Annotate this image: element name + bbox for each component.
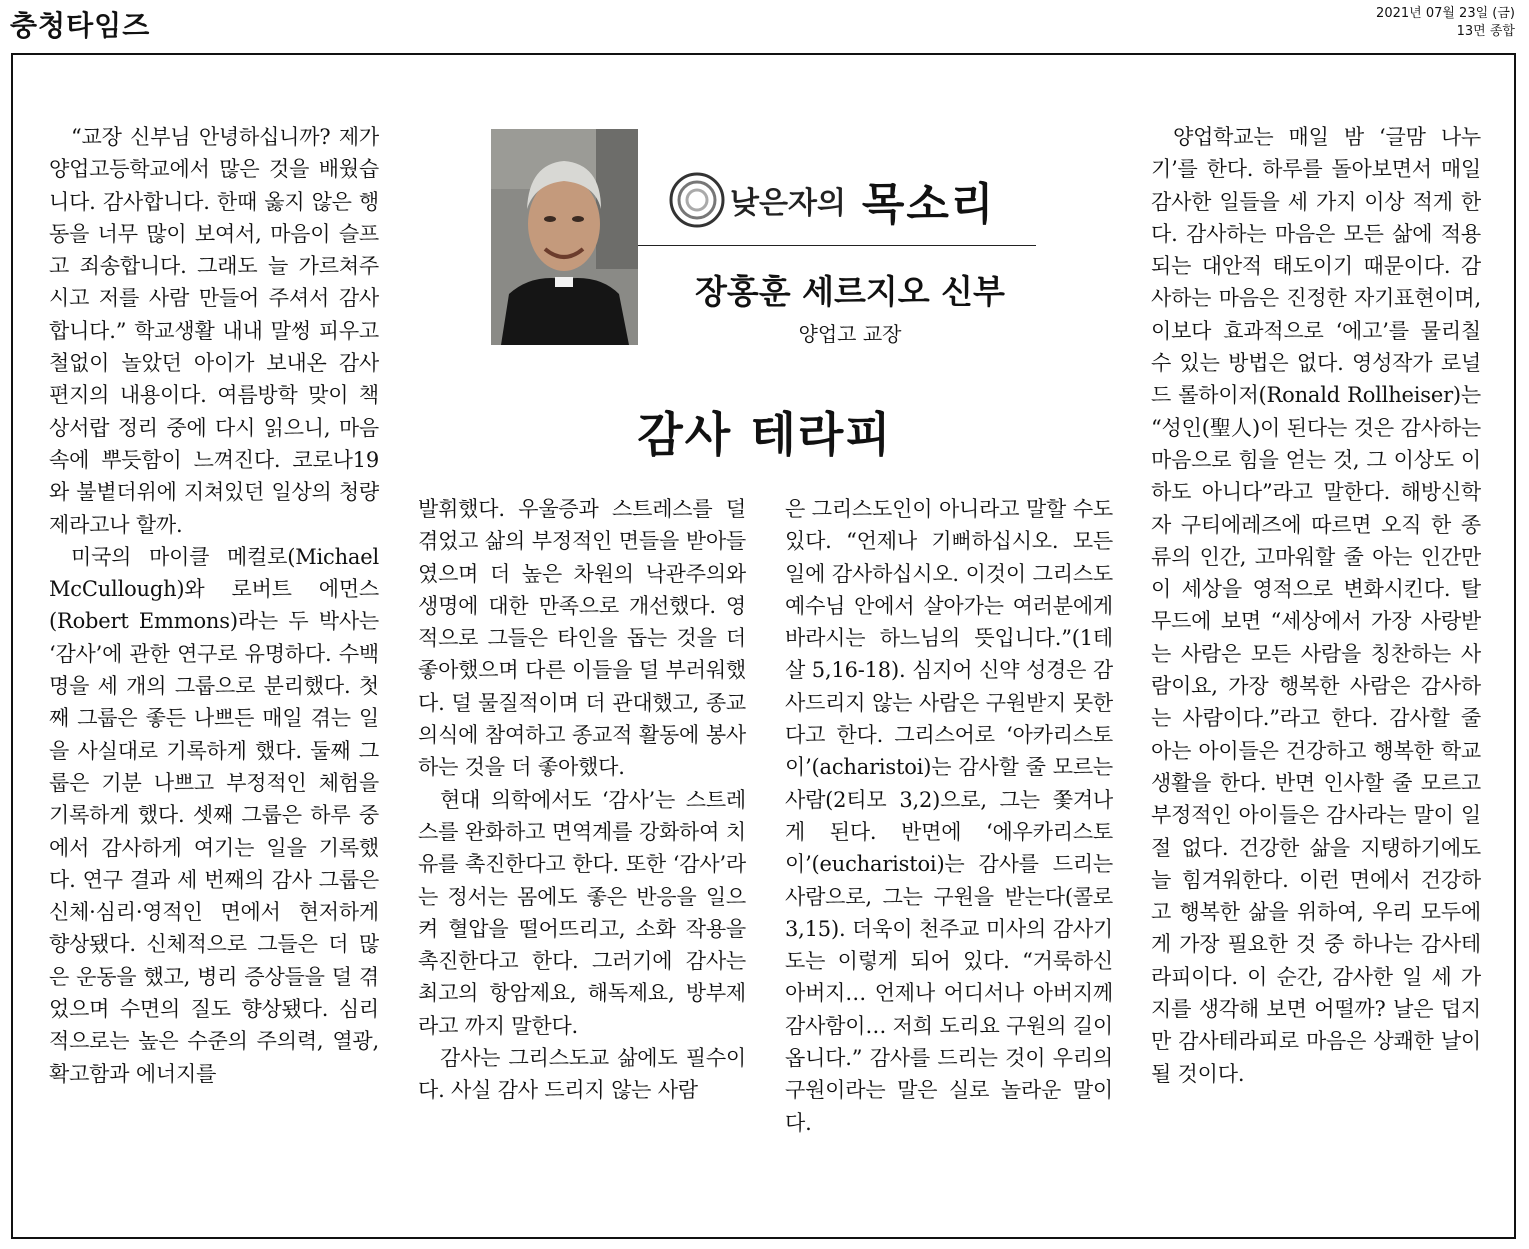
author-photo	[491, 129, 638, 345]
paragraph: 미국의 마이클 메컬로(Michael McCullough)와 로버트 에먼스(Robert Emmons)라는 두 박사는 ‘감사’에 관한 연구로 유명하다. 수백 명을 세 개의 그룹으로 분리했다. 첫째 그룹은 좋든 나쁘든 매일 겪는 일을 사실대로 기록하게 했다. 둘째 그룹은 기분 나쁘고 부정적인 체험을 기록하게 했다. 셋째 그룹은 하루 중에서 감사하게 여기는 일을 기록했다. 연구 결과 세 번째의 감사 그룹은 신체·심리·영적인 면에서 현저하게 향상됐다. 신체적으로 그들은 더 많은 운동을 했고, 병리 증상들을 덜 겪었으며 수면의 질도 향상됐다. 심리적으로는 높은 수준의 주의력, 열광, 확고함과 에너지를	[49, 544, 379, 1086]
page-section: 13면 종합	[1456, 24, 1515, 39]
body-column-4	[1151, 121, 1481, 1090]
paragraph: 양업학교는 매일 밤 ‘글맘 나누기’를 한다. 하루를 돌아보면서 매일 감사한 일들을 세 가지 이상 적게 한다. 감사하는 마음은 모든 삶에 적용되는 대안적 태도이기 때문이다. 감사하는 마음은 진정한 자기표현이며, 이보다 효과적으로 ‘에고’를 물리칠 수 있는 방법은 없다. 영성작가 로널드 롤하이저(Ronald Rollheiser)는 “성인(聖人)이 된다는 것은 감사하는 마음으로 힘을 얻는 것, 그 이상도 이하도 아니다”라고 말한다. 해방신학자 구티에레즈에 따르면 오직 한 종류의 인간, 고마워할 줄 아는 인간만이 세상을 영적으로 변화시킨다. 탈무드에 보면 “세상에서 가장 사랑받는 사람은 모든 사람을 칭찬하는 사람이요, 가장 행복한 사람은 감사하는 사람이다.”라고 한다. 감사할 줄 아는 아이들은 건강하고 행복한 학교생활을 한다. 반면 인사할 줄 모르고 부정적인 아이들은 감사라는 말이 일절 없다. 건강한 삶을 지탱하기에도 늘 힘겨워한다. 이런 면에서 건강하고 행복한 삶을 위하여, 우리 모두에게 가장 필요한 것 중 하나는 감사테라피이다. 이 순간, 감사한 일 세 가지를 생각해 보면 어떨까? 날은 덥지만 감사테라피로 마음은 상쾌한 날이 될 것이다.	[1151, 125, 1481, 1086]
column-kicker	[668, 168, 995, 232]
article-headline: 감사 테라피	[637, 408, 893, 463]
column-logo-icon	[668, 171, 726, 229]
paragraph: 감사는 그리스도교 삶에도 필수이다. 사실 감사 드리지 않는 사람	[418, 1046, 746, 1103]
body-column-2	[418, 493, 746, 1107]
paragraph: 발휘했다. 우울증과 스트레스를 덜 겪었고 삶의 부정적인 면들을 받아들였으며 더 높은 차원의 낙관주의와 생명에 대한 만족으로 개선했다. 영적으로 그들은 타인을 돕는 것을 더 좋아했으며 다른 이들을 덜 부러워했다. 덜 물질적이며 더 관대했고, 종교의식에 참여하고 종교적 활동에 봉사하는 것을 더 좋아했다.	[418, 497, 746, 780]
body-column-3	[785, 493, 1113, 1139]
dateline	[1376, 5, 1515, 41]
masthead-title: 충청타임즈	[10, 9, 151, 42]
body-column-1	[49, 121, 379, 1090]
column-series-prefix: 낮은자의	[730, 186, 846, 221]
issue-date: 2021년 07월 23일 (금)	[1376, 6, 1515, 21]
paragraph: 은 그리스도인이 아니라고 말할 수도 있다. “언제나 기뻐하십시오. 모든 일에 감사하십시오. 이것이 그리스도 예수님 안에서 살아가는 여러분에게 바라시는 하느님의 뜻입니다.”(1테살 5,16-18). 심지어 신약 성경은 감사드리지 않는 사람은 구원받지 못한다고 한다. 그리스어로 ‘아카리스토이’(acharistoi)는 감사할 줄 모르는 사람(2티모 3,2)으로, 그는 쫓겨나게 된다. 반면에 ‘에우카리스토이’(eucharistoi)는 감사를 드리는 사람으로, 그는 구원을 받는다(콜로 3,15). 더욱이 천주교 미사의 감사기도는 이렇게 되어 있다. “거룩하신 아버지… 언제나 어디서나 아버지께 감사함이… 저희 도리요 구원의 길이옵니다.” 감사를 드리는 것이 우리의 구원이라는 말은 실로 놀라운 말이다.	[785, 497, 1113, 1135]
paragraph: “교장 신부님 안녕하십니까? 제가 양업고등학교에서 많은 것을 배웠습니다. 감사합니다. 한때 옳지 않은 행동을 너무 많이 보여서, 마음이 슬프고 죄송합니다. 그래도 늘 가르쳐주시고 저를 사람 만들어 주셔서 감사합니다.” 학교생활 내내 말썽 피우고 철없이 놀았던 아이가 보내온 감사 편지의 내용이다. 여름방학 맞이 책상서랍 정리 중에 다시 읽으니, 마음속에 뿌듯함이 느껴진다. 코로나19와 불볕더위에 지쳐있던 일상의 청량제라고나 할까.	[49, 125, 379, 537]
paragraph: 현대 의학에서도 ‘감사’는 스트레스를 완화하고 면역계를 강화하여 치유를 촉진한다고 한다. 또한 ‘감사’라는 정서는 몸에도 좋은 반응을 일으켜 혈압을 떨어뜨리고, 소화 작용을 촉진한다고 한다. 그러기에 감사는 최고의 항암제요, 해독제요, 방부제라고 까지 말한다.	[418, 787, 746, 1038]
divider	[638, 245, 1036, 246]
column-series-name: 목소리	[861, 179, 996, 230]
author-name: 장홍훈 세르지오 신부	[695, 272, 1005, 311]
author-role: 양업고 교장	[798, 322, 902, 346]
